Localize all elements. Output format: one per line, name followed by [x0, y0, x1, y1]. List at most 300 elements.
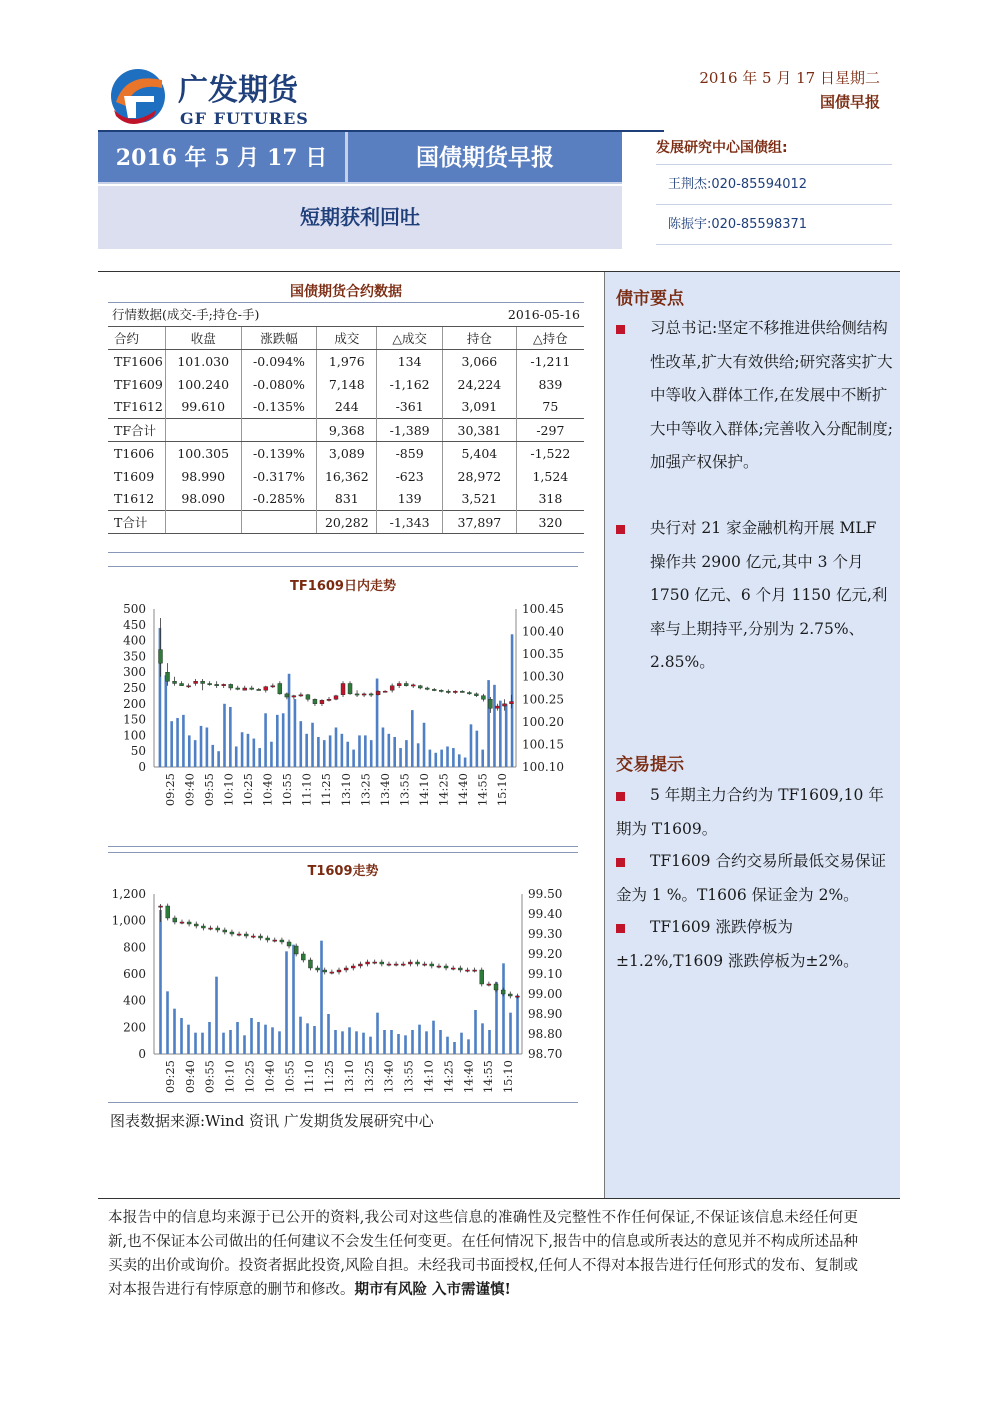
volume-bar	[488, 1030, 491, 1054]
candle-body	[508, 994, 512, 996]
candle-body	[369, 694, 373, 695]
volume-bar	[187, 1025, 190, 1054]
y-left-tick-label: 1,200	[111, 887, 146, 901]
table-cell: 100.240	[165, 373, 241, 396]
y-right-tick-label: 99.00	[528, 987, 563, 1001]
disclaimer	[108, 1206, 858, 1302]
candle-body	[488, 699, 492, 708]
table-cell: TF1606	[114, 353, 163, 369]
y-left-tick-label: 400	[123, 633, 146, 648]
candle-body	[285, 694, 289, 697]
table-row	[108, 511, 584, 534]
y-left-tick-label: 200	[123, 1020, 146, 1035]
candle-body	[320, 700, 324, 704]
bullet-square-icon	[616, 792, 625, 801]
table-meta-date: 2016-05-16	[507, 307, 580, 322]
table-title-rule	[108, 302, 584, 303]
volume-bar	[376, 1013, 379, 1054]
candle-body	[494, 984, 498, 990]
volume-bar	[481, 1023, 484, 1054]
candle-body	[306, 695, 310, 700]
volume-bar	[487, 680, 490, 767]
x-tick-label: 09:55	[201, 773, 216, 807]
candle-body	[344, 968, 348, 970]
table-header-cell: 收盘	[165, 327, 241, 350]
volume-bar	[264, 713, 267, 767]
volume-bar	[474, 1010, 477, 1054]
table-cell: 98.990	[165, 465, 241, 488]
volume-bar	[452, 748, 455, 767]
volume-bar	[404, 1035, 407, 1054]
y-left-tick-label: 450	[123, 617, 146, 632]
candle-body	[223, 930, 227, 932]
volume-bar	[458, 754, 461, 767]
table-cell: 28,972	[443, 465, 517, 488]
x-tick-label: 10:10	[222, 1060, 237, 1094]
x-tick-label: 10:25	[241, 773, 255, 807]
x-tick-label: 14:55	[481, 1060, 496, 1094]
market-bullet-text: 央行对 21 家金融机构开展 MLF 操作共 2900 亿元,其中 3 个月 1750 亿元、6 个月 1150 亿元,利率与上期持平,分别为 2.75%、2.85%。	[650, 519, 888, 671]
x-tick-label: 10:55	[282, 1060, 297, 1094]
candle-body	[180, 683, 184, 685]
candle-body	[480, 970, 484, 984]
table-cell: T1612	[114, 491, 155, 507]
candle-body	[465, 970, 469, 971]
candle-body	[209, 928, 213, 929]
volume-bar	[411, 710, 414, 767]
table-cell: 99.610	[165, 396, 241, 419]
volume-bar	[215, 977, 218, 1054]
x-tick-label: 13:10	[341, 1060, 356, 1094]
x-tick-label: 11:10	[299, 773, 314, 807]
tips-bullet	[616, 845, 894, 912]
y-right-tick-label: 99.40	[528, 907, 563, 921]
volume-bar	[481, 750, 484, 767]
volume-bar	[467, 1039, 470, 1054]
candle-body	[425, 688, 429, 689]
volume-bar	[464, 758, 467, 767]
table-cell: -623	[377, 465, 443, 488]
risk-warning: 期市有风险 入市需谨慎!	[354, 1281, 511, 1298]
candle-body	[337, 970, 341, 972]
table-cell: 75	[516, 396, 584, 419]
volume-bar	[292, 945, 295, 1054]
report-subtitle: 短期获利回吐	[98, 186, 622, 249]
tips-bullet-text: TF1609 涨跌停板为±1.2%,T1609 涨跌停板为±2%。	[616, 918, 859, 970]
volume-bar	[313, 1026, 316, 1054]
candle-body	[237, 934, 241, 935]
table-cell: 3,091	[443, 396, 517, 419]
volume-bar	[258, 748, 261, 767]
table-header-cell: △成交	[377, 327, 443, 350]
volume-bar	[334, 1030, 337, 1054]
bullet-square-icon	[616, 924, 625, 933]
chart1-top-rule	[108, 566, 578, 567]
table-meta	[108, 305, 584, 325]
candle-body	[376, 691, 380, 695]
volume-bar	[241, 732, 244, 767]
volume-bar	[346, 742, 349, 767]
volume-bar	[335, 728, 338, 768]
volume-bar	[253, 739, 256, 767]
x-tick-label: 10:10	[221, 773, 236, 807]
candle-body	[366, 962, 370, 964]
chart2-svg	[108, 882, 578, 1102]
table-header-cell: 成交	[317, 327, 377, 350]
team-info	[656, 132, 892, 248]
market-bullet	[616, 512, 894, 680]
table-cell: 9,368	[317, 419, 377, 442]
volume-bar	[358, 735, 361, 767]
market-bullet	[616, 312, 894, 480]
candle-body	[501, 990, 505, 994]
volume-bar	[159, 910, 162, 1054]
chart1-svg	[108, 598, 578, 838]
y-left-tick-label: 50	[130, 744, 146, 759]
tips-bullet	[616, 779, 894, 846]
volume-bar	[460, 1033, 463, 1054]
table-cell: 101.030	[165, 350, 241, 373]
volume-bar	[278, 1031, 281, 1054]
table-cell: T1606	[114, 445, 155, 461]
volume-bar	[502, 963, 505, 1054]
y-left-tick-label: 400	[123, 993, 146, 1008]
volume-bar	[229, 707, 232, 767]
y-right-tick-label: 100.40	[522, 624, 564, 639]
team-member: 陈振宇:020-85598371	[656, 205, 892, 245]
volume-bar	[439, 1030, 442, 1054]
table-cell: 5,404	[443, 442, 517, 465]
volume-bar	[294, 699, 297, 767]
candle-body	[404, 683, 408, 685]
y-right-tick-label: 100.35	[522, 647, 564, 662]
volume-bar	[440, 750, 443, 767]
candle-body	[355, 694, 359, 695]
table-cell: -1,162	[377, 373, 443, 396]
candle-body	[458, 968, 462, 970]
y-right-tick-label: 100.10	[522, 760, 564, 774]
x-tick-label: 13:55	[397, 773, 412, 807]
x-tick-label: 11:25	[319, 773, 334, 807]
market-bullet-text: 习总书记:坚定不移推进供给侧结构性改革,扩大有效供给;研究落实扩大中等收入群体工作,在发展中不断扩大中等收入群体;完善收入分配制度;加强产权保护。	[650, 319, 893, 471]
volume-bar	[341, 1031, 344, 1054]
table-cell: -0.139%	[241, 442, 317, 465]
table-cell: 3,066	[443, 350, 517, 373]
table-cell: TF1609	[114, 376, 163, 392]
y-right-tick-label: 98.70	[528, 1047, 563, 1061]
volume-bar	[285, 951, 288, 1054]
volume-bar	[348, 1027, 351, 1054]
volume-bar	[434, 753, 437, 767]
table-end-rule	[108, 552, 584, 553]
candle-body	[244, 934, 248, 936]
tips-title: 交易提示	[616, 755, 684, 775]
table-cell	[241, 511, 317, 534]
table-cell: 24,224	[443, 373, 517, 396]
candle-body	[194, 924, 198, 926]
volume-bar	[311, 723, 314, 767]
candle-body	[308, 960, 312, 968]
candle-body	[481, 696, 485, 700]
chart1-bottom-rule	[108, 846, 578, 847]
volume-bar	[476, 731, 479, 767]
candle-body	[208, 683, 212, 684]
candle-body	[316, 968, 320, 970]
candle-body	[453, 691, 457, 692]
candle-body	[222, 684, 226, 685]
volume-bar	[200, 726, 203, 767]
candle-body	[287, 942, 291, 946]
candle-body	[258, 936, 262, 938]
chart-tf1609	[108, 575, 578, 594]
volume-bar	[446, 746, 449, 767]
volume-bar	[264, 1025, 267, 1054]
table-cell: 831	[317, 488, 377, 511]
candle-body	[334, 696, 338, 700]
table-cell: -0.080%	[241, 373, 317, 396]
y-left-tick-label: 600	[123, 967, 146, 981]
table-cell: 1,976	[317, 350, 377, 373]
table-cell: 3,089	[317, 442, 377, 465]
x-tick-label: 09:40	[182, 1060, 197, 1094]
y-right-tick-label: 99.20	[528, 947, 563, 961]
x-tick-label: 14:10	[417, 773, 431, 807]
volume-bar	[229, 1030, 232, 1054]
volume-bar	[425, 1031, 428, 1054]
volume-bar	[270, 742, 273, 767]
candle-body	[251, 936, 255, 937]
report-name: 国债早报	[819, 93, 880, 111]
x-tick-label: 09:55	[202, 1060, 217, 1094]
candle-body	[294, 946, 298, 954]
candle-body	[509, 702, 513, 704]
volume-bar	[250, 1018, 253, 1054]
volume-bar	[176, 718, 179, 767]
table-row	[108, 373, 584, 396]
candle-body	[411, 685, 415, 686]
candle-body	[495, 706, 499, 708]
volume-bar	[417, 743, 420, 767]
x-tick-label: 13:10	[338, 773, 353, 807]
x-tick-label: 09:25	[162, 1060, 177, 1094]
volume-bar	[170, 721, 173, 767]
table-cell: 134	[377, 350, 443, 373]
volume-bar	[509, 1013, 512, 1054]
x-tick-label: 09:40	[182, 773, 197, 807]
y-right-tick-label: 98.80	[528, 1027, 563, 1041]
candle-body	[401, 964, 405, 965]
chart2-bottom-rule	[108, 1102, 578, 1103]
volume-bar	[470, 724, 473, 767]
volume-bar	[188, 735, 191, 767]
candle-body	[430, 964, 434, 966]
candle-body	[166, 906, 170, 918]
table-header-row	[108, 327, 584, 350]
volume-bar	[282, 713, 285, 767]
volume-bar	[432, 1021, 435, 1054]
volume-bar	[305, 734, 308, 767]
x-tick-label: 13:25	[361, 1060, 376, 1094]
table-cell: 7,148	[317, 373, 377, 396]
tips-bullet-text: TF1609 合约交易所最低交易保证金为 1 %。T1606 保证金为 2%。	[616, 852, 886, 904]
candle-body	[416, 962, 420, 964]
y-left-tick-label: 500	[123, 602, 146, 616]
candle-body	[201, 926, 205, 928]
volume-bar	[362, 1033, 365, 1054]
table-cell: -0.285%	[241, 488, 317, 511]
candle-body	[299, 695, 303, 696]
candle-body	[473, 970, 477, 971]
y-right-tick-label: 99.50	[528, 887, 563, 901]
volume-bar	[369, 1037, 372, 1054]
table-cell: -1,211	[516, 350, 584, 373]
volume-bar	[299, 1017, 302, 1054]
candle-body	[271, 686, 275, 687]
candle-body	[362, 694, 366, 695]
candle-body	[451, 968, 455, 969]
volume-bar	[247, 734, 250, 767]
candle-body	[439, 690, 443, 691]
candle-body	[327, 699, 331, 700]
candle-body	[229, 684, 233, 688]
candle-body	[397, 683, 401, 685]
volume-bar	[329, 735, 332, 767]
candle-body	[250, 688, 254, 689]
chart1-title: TF1609日内走势	[290, 579, 396, 594]
candle-body	[323, 970, 327, 972]
volume-bar	[194, 740, 197, 767]
table-meta-label: 行情数据(成交-手;持仓-手)	[112, 307, 260, 322]
volume-bar	[405, 740, 408, 767]
volume-bar	[257, 1022, 260, 1054]
candle-body	[216, 928, 220, 930]
volume-bar	[317, 737, 320, 767]
y-left-tick-label: 250	[123, 681, 146, 695]
table-header-cell: 持仓	[443, 327, 517, 350]
y-right-tick-label: 100.15	[522, 737, 564, 752]
table-header-cell: 涨跌幅	[241, 327, 317, 350]
date-line: 2016 年 5 月 17 日星期二	[699, 69, 880, 87]
x-tick-label: 14:40	[456, 773, 471, 807]
volume-bar	[327, 1014, 330, 1054]
table-cell: -0.317%	[241, 465, 317, 488]
candle-body	[358, 964, 362, 966]
candle-body	[446, 691, 450, 692]
volume-bar	[211, 745, 214, 767]
volume-bar	[194, 1033, 197, 1054]
candle-body	[173, 681, 177, 683]
market-title: 债市要点	[616, 289, 684, 309]
company-logo	[106, 66, 366, 128]
x-tick-label: 10:25	[242, 1060, 257, 1094]
bar-date: 2016 年 5 月 17 日	[98, 132, 348, 184]
volume-bar	[505, 704, 508, 767]
table-cell: -1,522	[516, 442, 584, 465]
volume-bar	[499, 701, 502, 767]
candle-body	[394, 964, 398, 965]
candle-body	[408, 962, 412, 964]
table-row	[108, 465, 584, 488]
candle-body	[264, 687, 268, 691]
candle-body	[187, 922, 191, 924]
x-tick-label: 11:25	[322, 1060, 337, 1094]
candle-body	[187, 686, 191, 687]
candle-body	[444, 966, 448, 968]
candle-body	[159, 650, 163, 664]
table-row	[108, 488, 584, 511]
candle-body	[387, 964, 391, 965]
candle-body	[432, 689, 436, 690]
table-cell: 3,521	[443, 488, 517, 511]
table-cell: 30,381	[443, 419, 517, 442]
volume-bar	[320, 941, 323, 1054]
x-tick-label: 13:25	[358, 773, 373, 807]
candle-body	[383, 691, 387, 692]
volume-bar	[276, 715, 279, 767]
table-cell: -361	[377, 396, 443, 419]
candle-body	[301, 954, 305, 960]
candle-body	[215, 684, 219, 685]
y-left-tick-label: 0	[138, 1047, 146, 1061]
table-body	[108, 350, 584, 534]
table-cell: 37,897	[443, 511, 517, 534]
volume-bar	[423, 723, 426, 767]
table-cell: T1609	[114, 468, 155, 484]
candle-body	[351, 966, 355, 968]
logo-cn: 广发期货	[178, 73, 298, 108]
table-cell: 100.305	[165, 442, 241, 465]
volume-bar	[355, 1031, 358, 1054]
table-cell: -1,343	[377, 511, 443, 534]
y-left-tick-label: 1,000	[111, 913, 146, 928]
table-cell: -1,389	[377, 419, 443, 442]
candle-body	[230, 932, 234, 934]
table-cell: -859	[377, 442, 443, 465]
y-left-tick-label: 350	[123, 649, 146, 664]
volume-bar	[236, 1022, 239, 1054]
volume-bar	[217, 751, 220, 767]
candle-body	[348, 683, 352, 693]
table-cell: T合计	[108, 511, 165, 534]
volume-bar	[243, 1035, 246, 1054]
candle-body	[515, 996, 519, 997]
candle-body	[236, 688, 240, 689]
volume-bar	[429, 750, 432, 767]
volume-bar	[388, 734, 391, 767]
table-header-cell: △持仓	[516, 327, 584, 350]
x-tick-label: 09:25	[162, 773, 177, 807]
volume-bar	[382, 728, 385, 768]
volume-bar	[370, 740, 373, 767]
candle-body	[273, 940, 277, 941]
volume-bar	[453, 1042, 456, 1054]
candle-body	[373, 962, 377, 963]
candle-body	[341, 683, 345, 694]
table-title: 国债期货合约数据	[290, 284, 402, 300]
candle-body	[390, 686, 394, 691]
y-right-tick-label: 100.30	[522, 669, 564, 684]
volume-bar	[206, 728, 209, 768]
table-cell: -0.135%	[241, 396, 317, 419]
volume-bar	[235, 746, 238, 767]
chart2-title: T1609走势	[307, 864, 379, 879]
volume-bar	[222, 1033, 225, 1054]
table-cell: 244	[317, 396, 377, 419]
table-cell: 1,524	[516, 465, 584, 488]
volume-bar	[383, 1030, 386, 1054]
candle-body	[474, 694, 478, 696]
table-cell: TF1612	[114, 399, 163, 415]
